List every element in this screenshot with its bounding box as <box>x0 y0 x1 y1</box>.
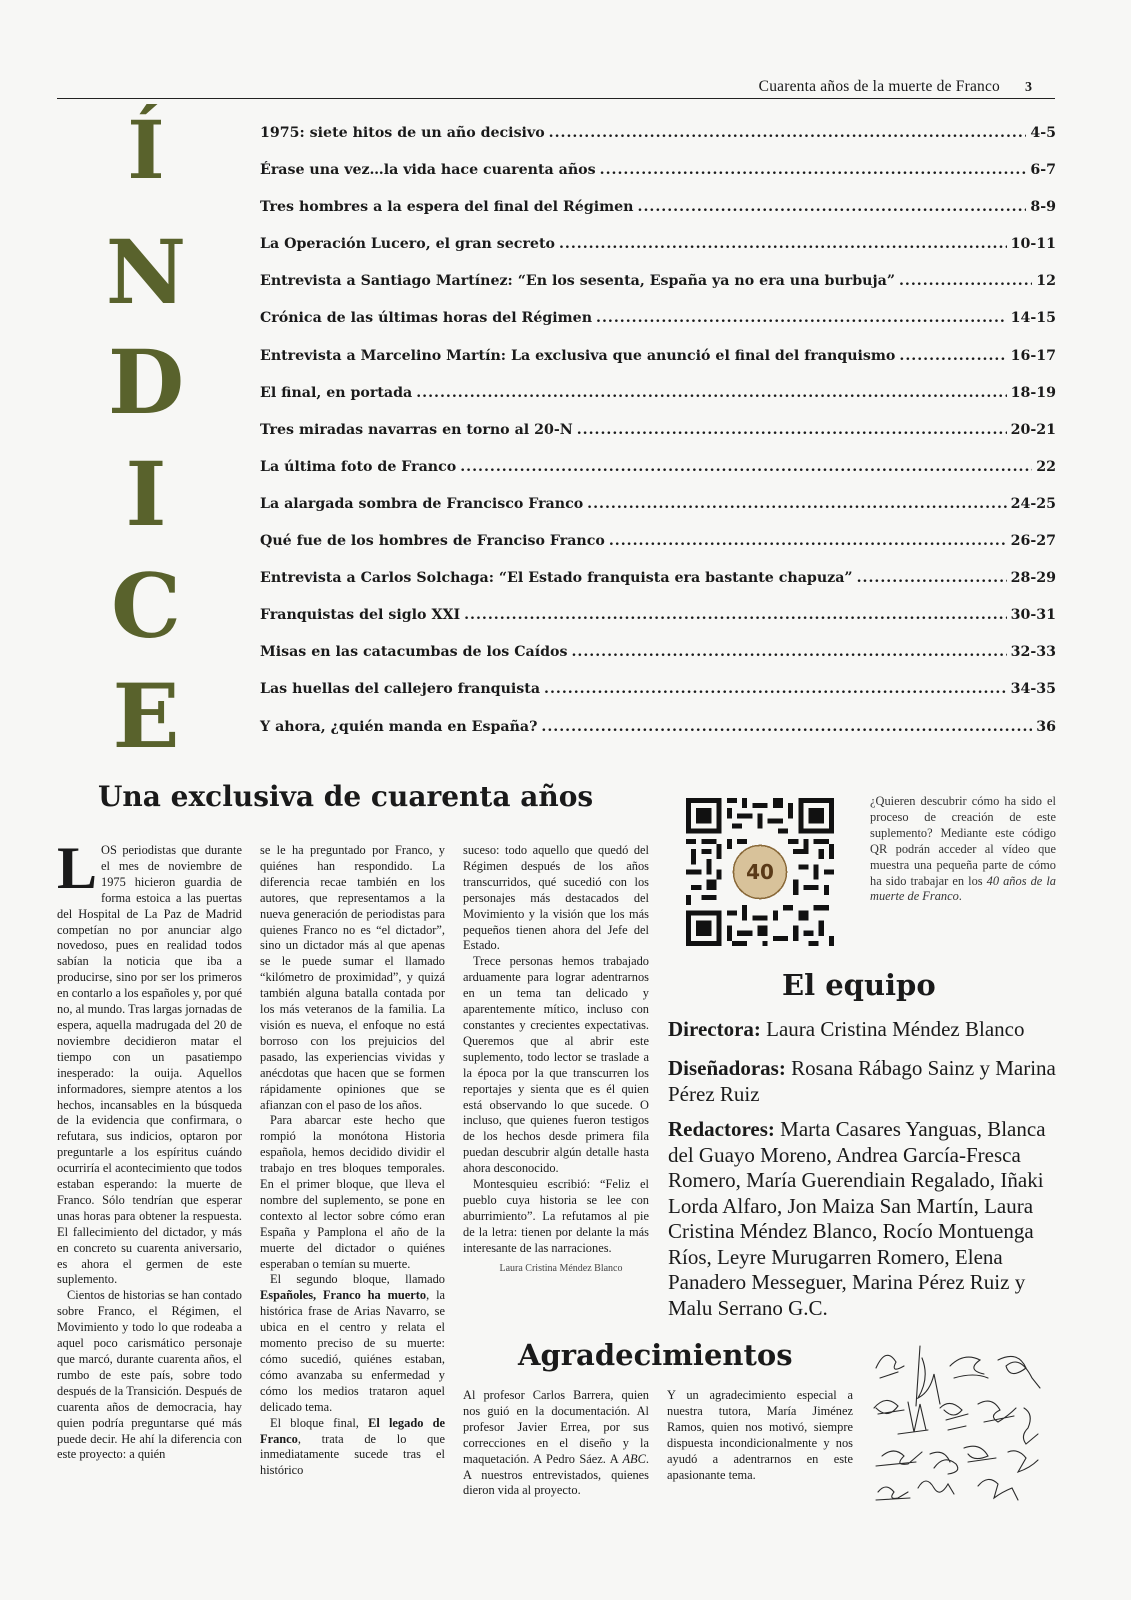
toc-entry-pages: 10-11 <box>1010 236 1056 253</box>
thanks-title: Agradecimientos <box>518 1338 793 1372</box>
table-of-contents <box>260 124 1056 755</box>
toc-entry[interactable] <box>260 309 1056 346</box>
toc-entry-title: Entrevista a Carlos Solchaga: “El Estado franquista era bastante chapuza” <box>260 570 853 587</box>
page-number: 3 <box>1025 80 1032 95</box>
toc-entry-pages: 36 <box>1036 718 1056 735</box>
toc-entry-title: 1975: siete hitos de un año decisivo <box>260 125 545 141</box>
handwritten-signatures <box>868 1338 1056 1508</box>
running-header-title: Cuarenta años de la muerte de Franco <box>758 78 1000 95</box>
toc-entry-title: Las huellas del callejero franquista <box>260 681 541 698</box>
drop-cap: L <box>57 835 98 901</box>
toc-entry-pages: 24-25 <box>1010 495 1056 512</box>
index-letter: D <box>107 330 185 434</box>
article-column-2 <box>260 843 445 1479</box>
index-letter: C <box>110 554 182 658</box>
toc-entry-title: Tres miradas navarras en torno al 20-N <box>260 421 573 438</box>
toc-entry[interactable] <box>260 124 1056 161</box>
toc-entry-title: Misas en las catacumbas de los Caídos <box>260 644 568 661</box>
index-letter: N <box>105 220 187 324</box>
article-signature: Laura Cristina Méndez Blanco <box>499 1262 623 1274</box>
article-paragraph: Trece personas hemos trabajado arduamente para lograr adentrarnos en un tema tan delicado y aparentemente mítico, incluso con constantes y crecientes expectativas. Queremos que al abrir este suplemento, todo lector se traslade a la época por la que transcurren los reportajes y sienta que es él quien está observando lo que sucede. O incluso, que quienes fueron testigos de los hechos desde primera fila puedan descubrir algún detalle hasta ahora desconocido. <box>463 954 649 1176</box>
toc-entry-pages: 8-9 <box>1030 199 1056 216</box>
toc-entry-pages: 34-35 <box>1010 681 1056 698</box>
toc-entry[interactable] <box>260 458 1056 495</box>
toc-entry[interactable] <box>260 643 1056 680</box>
index-letter: E <box>112 664 180 768</box>
toc-entry-title: La última foto de Franco <box>260 458 457 475</box>
toc-entry-title: Franquistas del siglo XXI <box>260 607 461 624</box>
article-column-1 <box>57 835 242 1463</box>
thanks-column-1: Al profesor Carlos Barrera, quien nos guió en la documentación. Al profesor Javier Errea, por sus correcciones en el diseño y la maquetación. A Pedro Sáez. A ABC. A nuestros entrevistados, quienes dieron vida al proyecto. <box>463 1388 649 1498</box>
running-header <box>57 78 1055 99</box>
qr-badge: 40 <box>746 860 774 884</box>
article-paragraph: Cientos de historias se han contado sobre Franco, el Régimen, el Movimiento y todo lo que rodeaba a aquel poco carismático personaje que marcó, durante cuarenta años, el rumbo de este país, sobre todo después de la Transición. Después de cuarenta años de democracia, hay quien podría preguntarse qué más puede decir. He ahí la diferencia con este proyecto: a quién <box>57 1288 242 1462</box>
toc-entry-pages: 28-29 <box>1010 570 1056 587</box>
toc-entry-pages: 14-15 <box>1010 310 1056 327</box>
toc-entry-title: Crónica de las últimas horas del Régimen <box>260 310 593 327</box>
toc-entry-pages: 26-27 <box>1010 533 1056 550</box>
toc-entry-pages: 4-5 <box>1030 125 1056 141</box>
article-title: Una exclusiva de cuarenta años <box>98 780 594 813</box>
toc-entry[interactable] <box>260 569 1056 606</box>
toc-entry-pages: 6-7 <box>1030 162 1056 179</box>
team-designers: Diseñadoras: Rosana Rábago Sainz y Marina Pérez Ruiz <box>668 1056 1056 1106</box>
toc-entry-pages: 32-33 <box>1010 644 1056 661</box>
toc-entry-title: Entrevista a Santiago Martínez: “En los sesenta, España ya no era una burbuja” <box>260 273 895 290</box>
article-column-3 <box>463 843 649 1276</box>
toc-entry[interactable] <box>260 235 1056 272</box>
toc-entry-title: El final, en portada <box>260 384 413 401</box>
index-letter: Í <box>127 103 165 197</box>
toc-entry-title: Qué fue de los hombres de Franciso Franco <box>260 533 605 550</box>
toc-entry-pages: 16-17 <box>1010 347 1056 364</box>
toc-entry[interactable] <box>260 718 1056 755</box>
index-letter: I <box>125 442 167 546</box>
team-director: Directora: Laura Cristina Méndez Blanco <box>668 1017 1025 1041</box>
qr-caption: ¿Quieren descubrir cómo ha sido el proceso de creación de este suplemento? Mediante este código QR podrán acceder al vídeo que muestra una pequeña parte de cómo ha sido trabajar en los 40 años de la muerte de Franco. <box>870 794 1056 904</box>
toc-entry[interactable] <box>260 161 1056 198</box>
article-paragraph: El bloque final, El legado de Franco, trata de lo que inmediatamente sucede tras el histórico <box>260 1415 445 1478</box>
article-paragraph: Montesquieu escribió: “Feliz el pueblo cuya historia se lee con aburrimiento”. La refutamos al pie de la letra: tienen por delante la más interesante de las narraciones. <box>463 1177 649 1255</box>
toc-entry[interactable] <box>260 272 1056 309</box>
toc-entry-pages: 30-31 <box>1010 607 1056 624</box>
toc-entry-pages: 12 <box>1036 273 1056 290</box>
team-title: El equipo <box>782 968 936 1002</box>
toc-entry-title: La Operación Lucero, el gran secreto <box>260 236 555 253</box>
toc-entry-title: Entrevista a Marcelino Martín: La exclusiva que anunció el final del franquismo <box>260 347 896 364</box>
article-paragraph: Para abarcar este hecho que rompió la monótona Historia española, hemos decidido dividir el trabajo en tres bloques temporales. En el primer bloque, que lleva el nombre del suplemento, se pone en contexto al lector sobre cómo eran España y Pamplona el año de la muerte del dictador o quiénes esperaban o temían su muerte. <box>260 1113 445 1271</box>
toc-entry[interactable] <box>260 421 1056 458</box>
toc-entry-title: Y ahora, ¿quién manda en España? <box>260 718 538 735</box>
article-paragraph: suceso: todo aquello que quedó del Régimen después de los años transcurridos, qué sucedió con los personajes más destacados del Movimiento y la visión que los más pequeños tienen ahora del Jefe del Estado. <box>463 843 649 953</box>
toc-entry-pages: 20-21 <box>1010 421 1056 438</box>
toc-entry[interactable] <box>260 198 1056 235</box>
toc-entry[interactable] <box>260 606 1056 643</box>
toc-entry[interactable] <box>260 384 1056 421</box>
toc-entry-title: Érase una vez…la vida hace cuarenta años <box>260 162 596 179</box>
team-writers: Redactores: Marta Casares Yanguas, Blanca del Guayo Moreno, Andrea García-Fresca Romero, María Guerendiain Regalado, Iñaki Lorda Alfaro, Jon Maiza San Martín, Laura Cristina Méndez Blanco, Rocío Montuenga Ríos, Leyre Murugarren Romero, Elena Panadero Messeguer, Marina Pérez Ruiz y Malu Serrano G.C. <box>668 1117 1046 1320</box>
article-paragraph: El segundo bloque, llamado Españoles, Franco ha muerto, la histórica frase de Arias Navarro, se ubica en el centro y relata el momento preciso de su muerte: cómo sucedió, quiénes estaban, cómo avanzaba su enfermedad y cómo los medios trataron aquel delicado tema. <box>260 1272 446 1414</box>
toc-entry-title: Tres hombres a la espera del final del Régimen <box>260 199 634 216</box>
toc-entry[interactable] <box>260 532 1056 569</box>
toc-entry[interactable] <box>260 347 1056 384</box>
article-paragraph: LOS periodistas que durante el mes de noviembre de 1975 hicieron guardia de forma estoica a las puertas del Hospital de La Paz de Madrid competían no por anunciar algo novedoso, pues en realidad todos sabían la noticia que iba a producirse, sino por ser los primeros en contarlo a los españoles y, por qué no, al mundo. Tras largas jornadas de espera, aquella madrugada del 20 de noviembre decidieron matar el tiempo con un pasatiempo inesperado: la ouija. Aquellos informadores, siempre atentos a los hechos, incansables en la búsqueda de la evidencia que confirmara, o refutara, sus indicios, optaron por preguntarle a los espíritus cuándo ocurriría el acontecimiento que todos estaban esperando: la muerte de Franco. Sólo tendrían que esperar unas horas para obtener la respuesta. El fallecimiento del dictador, y más en concreto su cuarenta aniversario, es ahora el germen de este suplemento. <box>57 835 242 1287</box>
toc-entry[interactable] <box>260 680 1056 717</box>
toc-entry[interactable] <box>260 495 1056 532</box>
toc-entry-pages: 22 <box>1036 458 1056 475</box>
thanks-column-2: Y un agradecimiento especial a nuestra tutora, María Jiménez Ramos, quien nos motivó, siempre dispuesta incondicionalmente y nos ayudó a adentrarnos en este apasionante tema. <box>667 1388 853 1482</box>
toc-entry-pages: 18-19 <box>1010 384 1056 401</box>
toc-entry-title: La alargada sombra de Francisco Franco <box>260 495 584 512</box>
article-paragraph: se le ha preguntado por Franco, y quiénes han respondido. La diferencia recae también en los autores, que representamos a la nueva generación de periodistas para quienes Franco no es “el dictador”, sino un dictador más al que apenas se le puede sumar el llamado “kilómetro de proximidad”, y quizá también alguna batalla contada por los más veteranos de la familia. La visión es nueva, el enfoque no está borroso con los prejuicios del pasado, las experiencias vividas y anécdotas que hacen que se formen rápidamente opiniones que se afianzan con el paso de los años. <box>260 843 445 1112</box>
